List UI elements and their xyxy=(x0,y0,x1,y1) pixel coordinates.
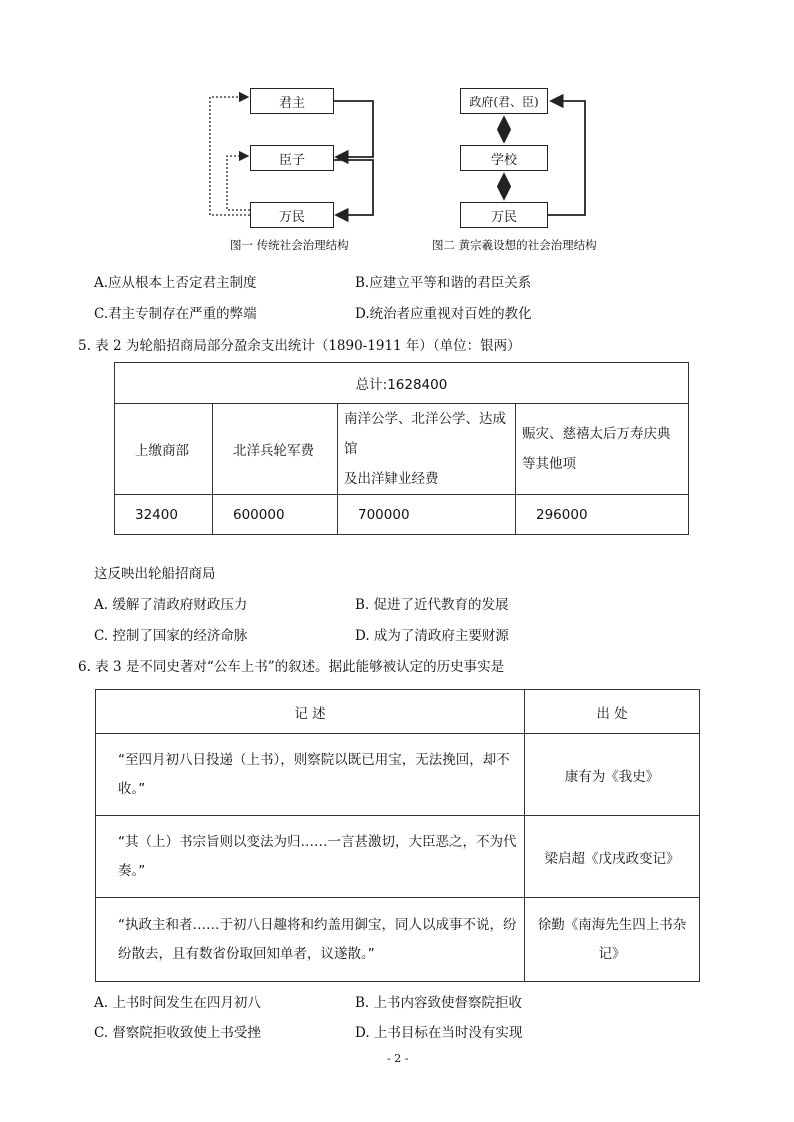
q5-lead: 这反映出轮船招商局 xyxy=(94,566,216,582)
diagram1-caption: 图一 传统社会治理结构 xyxy=(230,238,349,252)
q4-option-c: C.君主专制存在严重的弊端 xyxy=(94,306,257,322)
q6-row-3-record: “执政主和者……于初八日趣将和约盖用御宝，同人以成事不说，纷 纷散去，且有数省份取回知单者，议遂散。” xyxy=(96,898,525,982)
q6-table xyxy=(95,689,700,982)
q5-value-other: 296000 xyxy=(516,495,689,535)
diagram2-box-people: 万民 xyxy=(460,202,548,228)
q6-row-1-record: “至四月初八日投递（上书），则察院以既已用宝，无法挽回，却不 收。” xyxy=(96,734,525,816)
q5-header-navy: 北洋兵轮军费 xyxy=(213,404,338,495)
diagram1-box-monarch: 君主 xyxy=(250,88,334,114)
q5-value-navy: 600000 xyxy=(213,495,338,535)
q6-row-2-source: 梁启超《戊戌政变记》 xyxy=(525,816,700,898)
q6-option-b: B. 上书内容致使督察院拒收 xyxy=(355,995,523,1011)
q5-value-commerce: 32400 xyxy=(115,495,213,535)
q6-row-1-source: 康有为《我史》 xyxy=(525,734,700,816)
diagram1-box-minister: 臣子 xyxy=(250,145,334,171)
diagram2-arrows xyxy=(0,0,794,260)
q5-table-total: 总计:1628400 xyxy=(115,363,689,404)
q6-stem: 6. 表 3 是不同史著对“公车上书”的叙述。据此能够被认定的历史事实是 xyxy=(78,659,505,675)
q5-value-education: 700000 xyxy=(338,495,516,535)
q5-header-other: 赈灾、慈禧太后万寿庆典 等其他项 xyxy=(516,404,689,495)
q6-option-c: C. 督察院拒收致使上书受挫 xyxy=(94,1025,261,1041)
q5-option-c: C. 控制了国家的经济命脉 xyxy=(94,628,248,644)
q4-option-d: D.统治者应重视对百姓的教化 xyxy=(355,306,532,322)
q4-option-b: B.应建立平等和谐的君臣关系 xyxy=(355,275,532,291)
q6-option-a: A. 上书时间发生在四月初八 xyxy=(94,995,261,1011)
q5-option-d: D. 成为了清政府主要财源 xyxy=(355,628,509,644)
diagram1-box-people: 万民 xyxy=(250,202,334,228)
q6-header-record: 记 述 xyxy=(96,690,525,734)
q5-stem: 5. 表 2 为轮船招商局部分盈余支出统计（1890-1911 年）（单位：银两） xyxy=(78,338,521,354)
diagram2-caption: 图二 黄宗羲设想的社会治理结构 xyxy=(432,238,597,252)
q6-header-source: 出 处 xyxy=(525,690,700,734)
diagram2-box-government: 政府(君、臣) xyxy=(460,88,548,114)
q5-header-education: 南洋公学、北洋公学、达成馆 及出洋肄业经费 xyxy=(338,404,516,495)
q6-row-3-source: 徐勤《南海先生四上书杂 记》 xyxy=(525,898,700,982)
q4-option-a: A.应从根本上否定君主制度 xyxy=(94,275,257,291)
q6-option-d: D. 上书目标在当时没有实现 xyxy=(355,1025,523,1041)
q5-header-commerce: 上缴商部 xyxy=(115,404,213,495)
q6-row-2-record: “其（上）书宗旨则以变法为归……一言甚激切，大臣恶之，不为代 奏。” xyxy=(96,816,525,898)
page-number: - 2 - xyxy=(387,1052,409,1065)
q5-table xyxy=(114,362,689,535)
diagram2-box-school: 学校 xyxy=(460,145,548,171)
q5-option-b: B. 促进了近代教育的发展 xyxy=(355,597,509,613)
q5-option-a: A. 缓解了清政府财政压力 xyxy=(94,597,248,613)
